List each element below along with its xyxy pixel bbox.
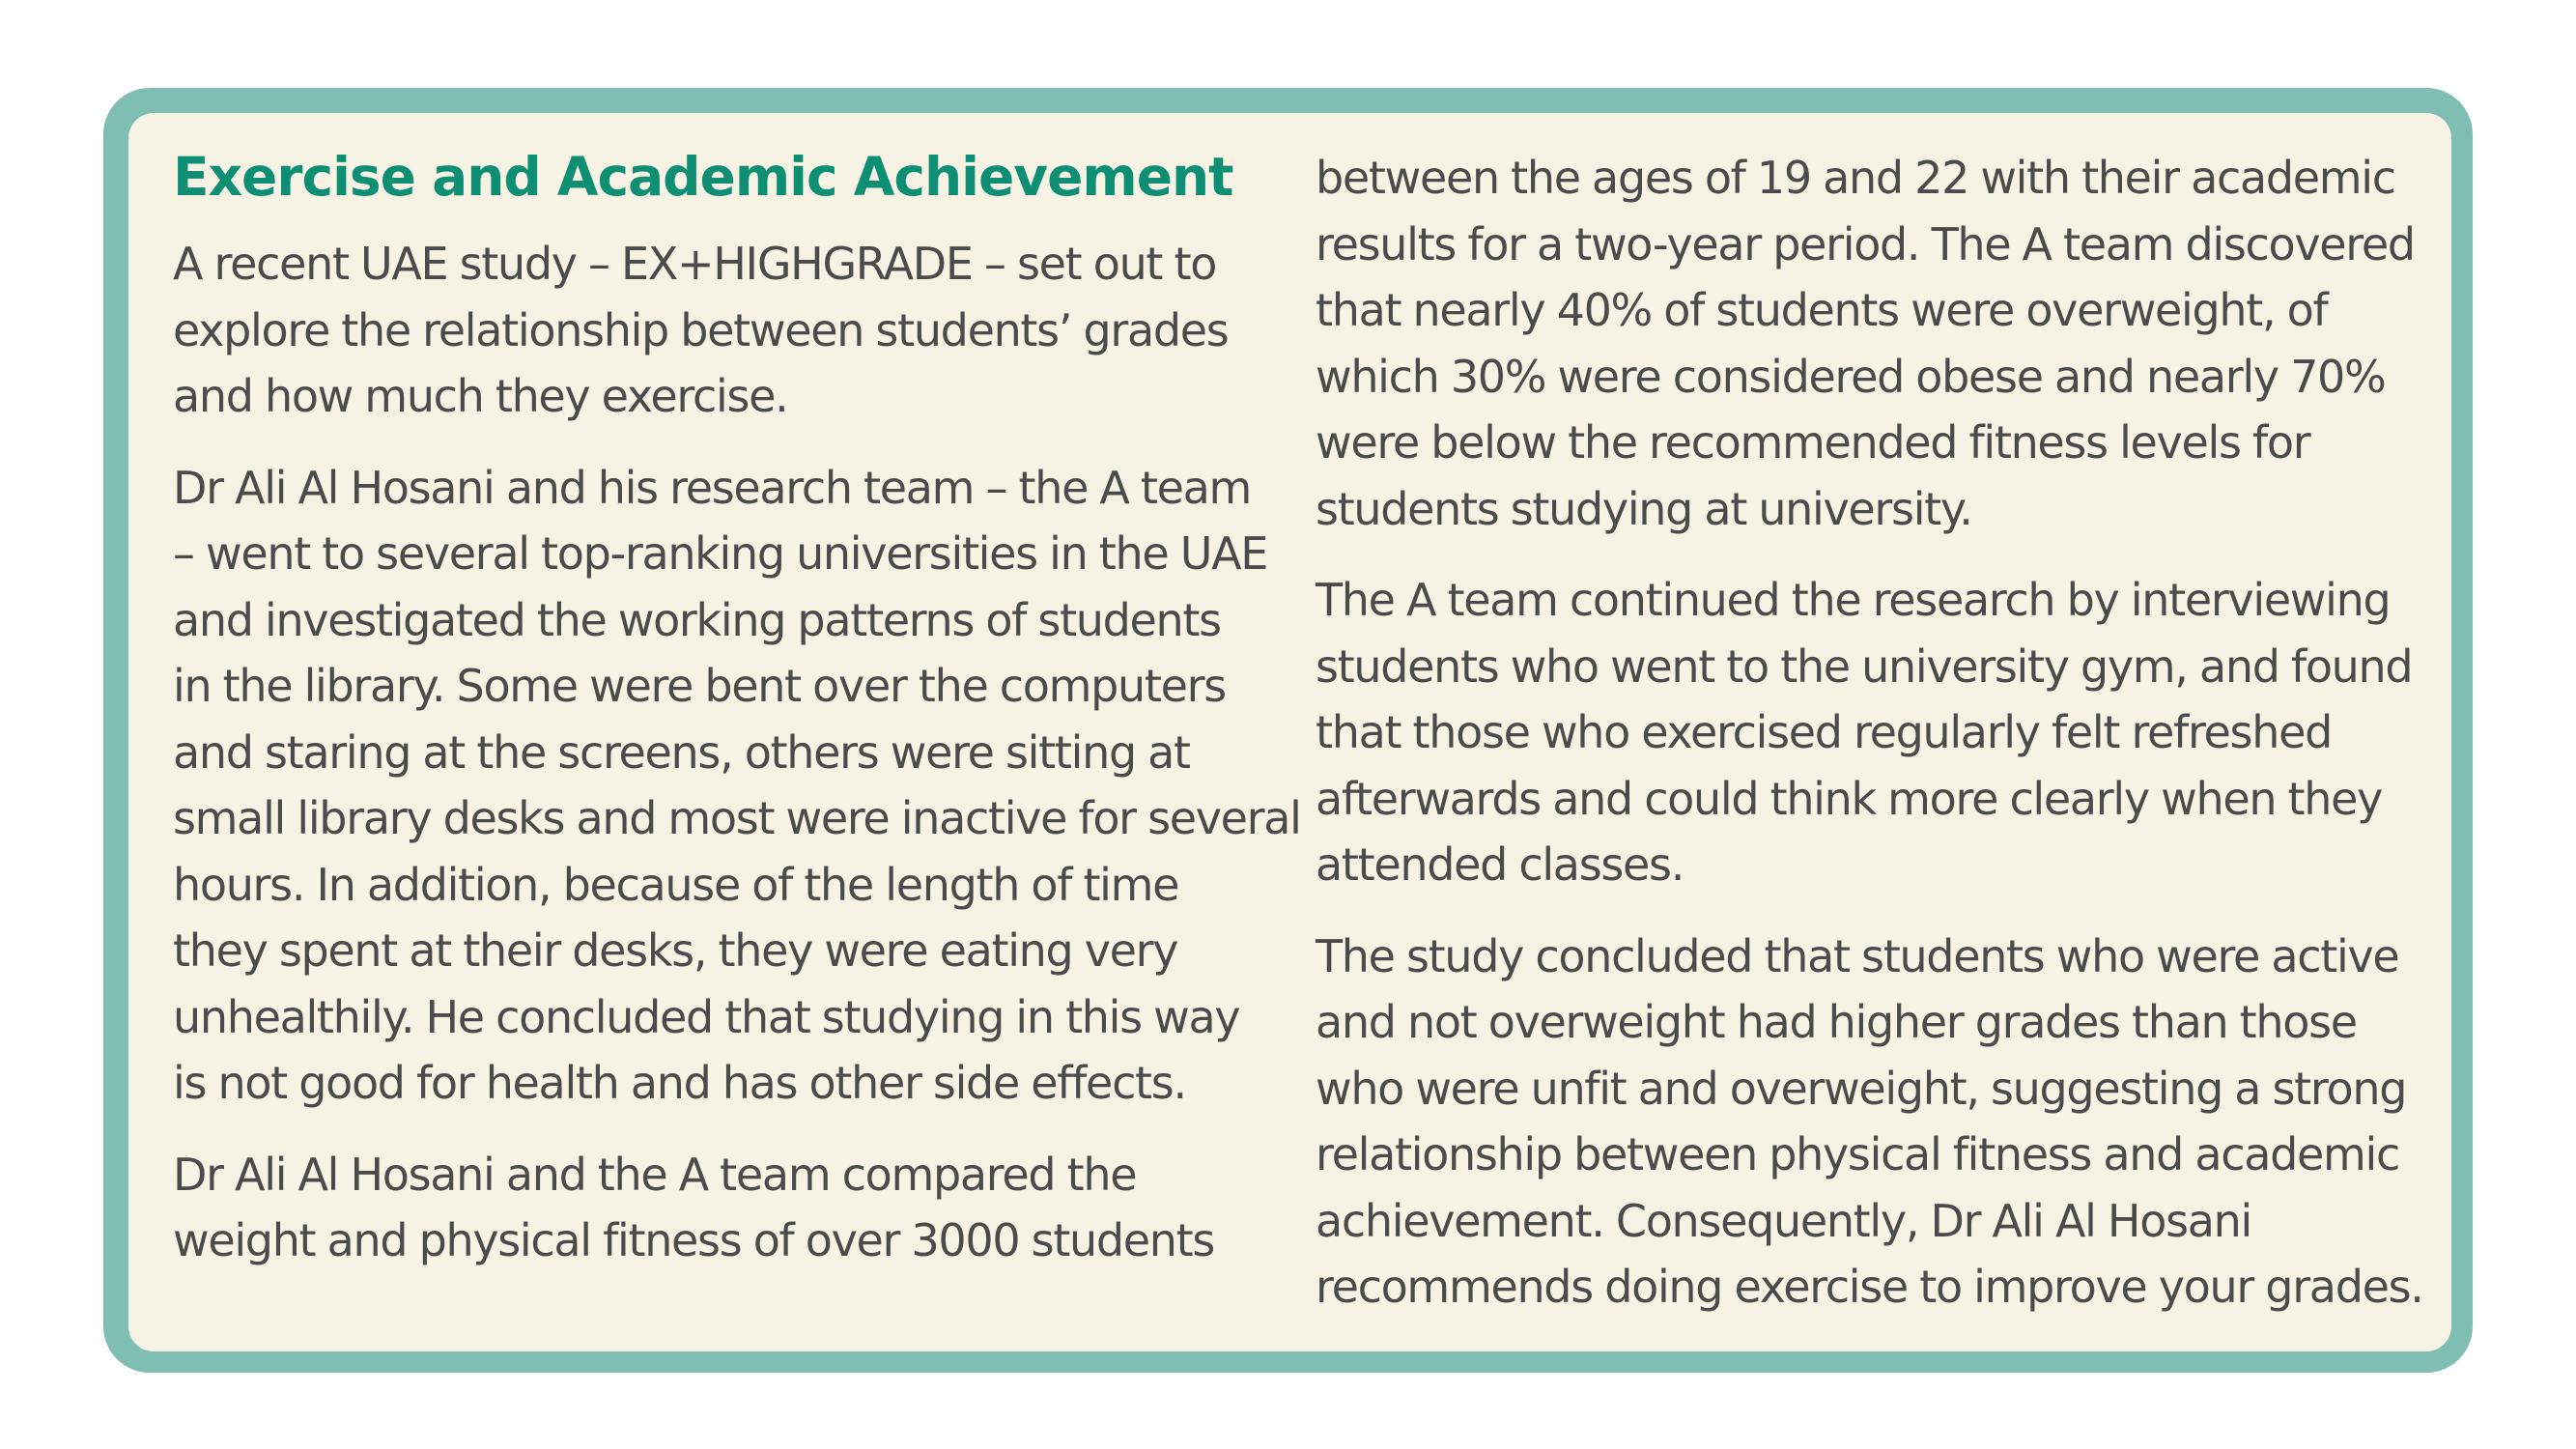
text-line: small library desks and most were inactive for several xyxy=(173,792,1301,844)
text-line: and not overweight had higher grades than those xyxy=(1316,996,2357,1048)
text-line: and investigated the working patterns of students xyxy=(173,593,1221,646)
text-line: hours. In addition, because of the length of time xyxy=(173,858,1179,911)
text-line: who were unfit and overweight, suggesting a strong xyxy=(1316,1062,2407,1115)
text-line: which 30% were considered obese and nearly 70% xyxy=(1316,350,2386,403)
text-line: were below the recommended fitness levels for xyxy=(1316,416,2310,469)
text-line: between the ages of 19 and 22 with their academic xyxy=(1316,152,2395,204)
paragraph-gym-interviews xyxy=(1316,567,2417,898)
text-line: Dr Ali Al Hosani and his research team – the A team xyxy=(173,461,1252,514)
text-line: afterwards and could think more clearly when they xyxy=(1316,772,2383,825)
paragraph-conclusion xyxy=(1316,923,2423,1321)
text-line: explore the relationship between students’ grades xyxy=(173,303,1229,356)
article-title: Exercise and Academic Achievement xyxy=(173,146,1233,208)
text-line: that those who exercised regularly felt refreshed xyxy=(1316,706,2332,758)
text-line: they spent at their desks, they were eating very xyxy=(173,924,1178,977)
text-line: recommends doing exercise to improve your grades. xyxy=(1316,1261,2423,1313)
article-panel xyxy=(128,113,2451,1351)
text-line: students studying at university. xyxy=(1316,482,1972,535)
text-line: that nearly 40% of students were overweight, of xyxy=(1316,284,2328,336)
text-line: and staring at the screens, others were sitting at xyxy=(173,725,1190,779)
text-line: Dr Ali Al Hosani and the A team compared the xyxy=(173,1148,1137,1201)
left-column xyxy=(173,113,1303,1299)
text-line: weight and physical fitness of over 3000 students xyxy=(173,1214,1215,1266)
text-line: – went to several top-ranking universities in the UAE xyxy=(173,527,1268,580)
text-line: The study concluded that students who were active xyxy=(1316,929,2399,982)
text-line: results for a two-year period. The A team discovered xyxy=(1316,217,2415,270)
text-line: in the library. Some were bent over the computers xyxy=(173,660,1226,712)
text-line: achievement. Consequently, Dr Ali Al Hosani xyxy=(1316,1194,2251,1247)
text-line: is not good for health and has other side effects. xyxy=(173,1057,1186,1109)
paragraph-comparison-start xyxy=(173,1142,1303,1274)
text-line: relationship between physical fitness and academic xyxy=(1316,1128,2399,1180)
right-column xyxy=(1316,113,2423,1346)
text-line: The A team continued the research by interviewing xyxy=(1316,574,2391,626)
paragraph-comparison-results xyxy=(1316,145,2417,542)
article-frame xyxy=(103,88,2473,1373)
text-line: and how much they exercise. xyxy=(173,370,788,422)
text-line: attended classes. xyxy=(1316,838,1684,891)
paragraph-library-observation xyxy=(173,455,1303,1117)
text-line: students who went to the university gym, and found xyxy=(1316,639,2413,693)
text-line: unhealthily. He concluded that studying in this way xyxy=(173,990,1240,1043)
text-line: A recent UAE study – EX+HIGHGRADE – set out to xyxy=(173,238,1217,290)
paragraph-study-intro xyxy=(173,231,1303,430)
